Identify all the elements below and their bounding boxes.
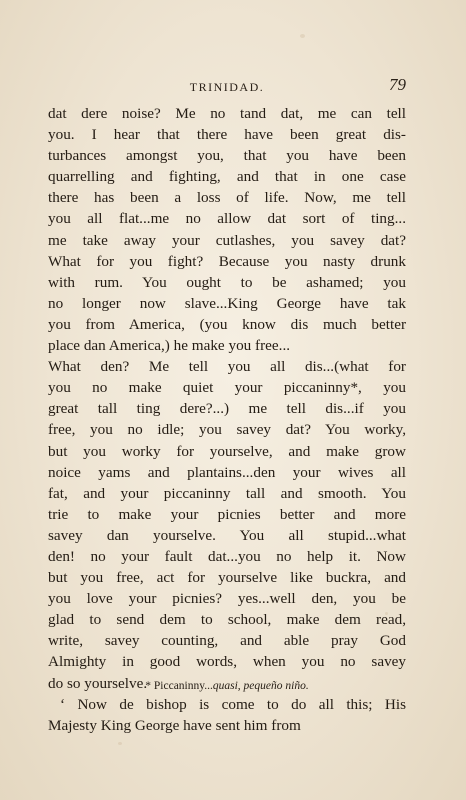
- text-line: fat, and your piccaninny tall and smooth. You: [48, 484, 406, 502]
- text-line: Majesty King George have sent him from: [48, 716, 301, 734]
- footnote: [48, 680, 406, 692]
- text-line: you love your picnies? yes...well den, you be: [48, 590, 406, 608]
- footnote-gloss: quasi, pequeño niño.: [212, 680, 309, 692]
- text-line: What for you fight? Because you nasty drunk: [48, 252, 406, 270]
- text-line: noice yams and plantains...den your wives all: [48, 463, 406, 481]
- text-line: write, savey counting, and able pray God: [48, 632, 406, 650]
- text-line: savey dan yourselve. You all stupid...what: [48, 526, 406, 544]
- body-text: [48, 103, 406, 736]
- text-line: den! no your fault dat...you no help it. Now: [48, 547, 406, 565]
- text-line: great tall ting dere?...) me tell dis...if you: [48, 400, 406, 418]
- text-line: trie to make your picnies better and more: [48, 505, 406, 523]
- text-line: free, you no idle; you savey dat? You worky,: [48, 421, 406, 439]
- text-line: there has been a loss of life. Now, me tell: [48, 189, 406, 207]
- text-line: you from America, (you know dis much better: [48, 315, 406, 333]
- text-line: you all flat...me no allow dat sort of ting...: [48, 210, 406, 228]
- text-line: you. I hear that there have been great dis-: [48, 126, 406, 144]
- text-line: ‘ Now de bishop is come to do all this; His: [60, 695, 406, 713]
- running-head: [48, 74, 406, 96]
- text-line: no longer now slave...King George have tak: [48, 294, 406, 312]
- text-line: but you worky for yourselve, and make grow: [48, 442, 406, 460]
- text-line: place dan America,) he make you free...: [48, 337, 291, 355]
- text-line: you no make quiet your piccaninny*, you: [48, 379, 406, 397]
- text-line: do so yourselve.: [48, 674, 148, 692]
- footnote-lead: * Piccaninny...: [145, 680, 213, 692]
- text-line: me take away your cutlashes, you savey dat?: [48, 231, 406, 249]
- text-line: dat dere noise? Me no tand dat, me can tell: [48, 105, 406, 122]
- foxing-spot: [118, 742, 122, 745]
- page-number: 79: [389, 75, 406, 94]
- foxing-spot: [300, 34, 305, 38]
- text-line: but you free, act for yourselve like buckra, and: [48, 569, 406, 587]
- text-line: quarrelling and fighting, and that in one case: [48, 168, 406, 186]
- text-line: turbances amongst you, that you have been: [48, 147, 406, 165]
- text-line: with rum. You ought to be ashamed; you: [48, 273, 406, 291]
- text-line: Almighty in good words, when you no savey: [48, 653, 406, 671]
- text-line: What den? Me tell you all dis...(what for: [48, 358, 406, 376]
- running-head-title: TRINIDAD.: [189, 80, 265, 94]
- text-line: glad to send dem to school, make dem read,: [48, 611, 406, 629]
